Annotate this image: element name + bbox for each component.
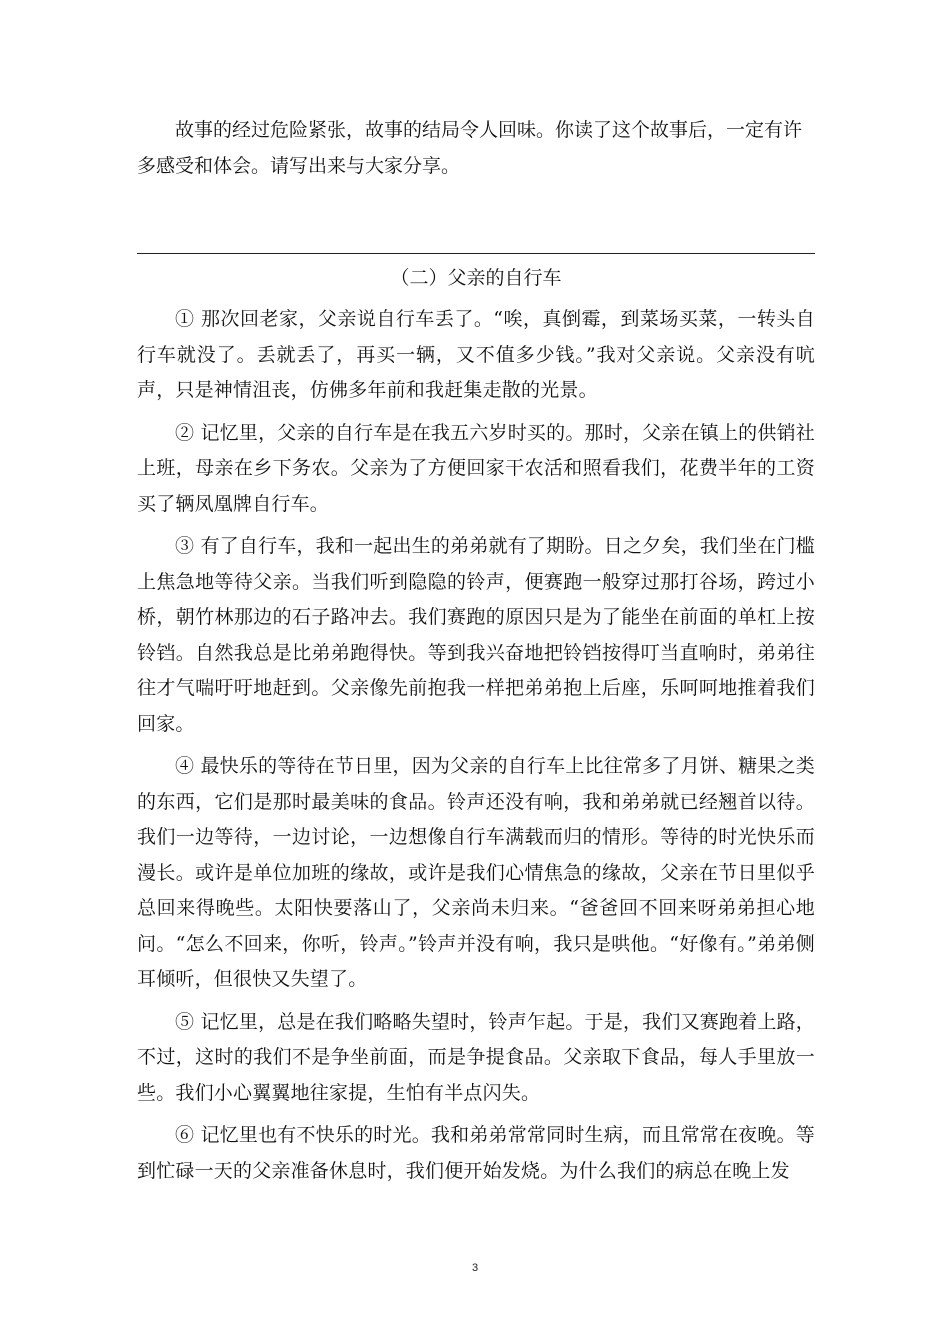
page-number: 3: [471, 1262, 479, 1274]
section-divider: [137, 253, 815, 254]
paragraph-4: ④ 最快乐的等待在节日里，因为父亲的自行车上比往常多了月饼、糖果之类的东西，它们是那时最美味的食品。铃声还没有响，我和弟弟就已经翘首以待。我们一边等待，一边讨论，一边想像自行车满载而归的情形。等待的时光快乐而漫长。或许是单位加班的缘故，或许是我们心情焦急的缘故，父亲在节日里似乎总回来得晚些。太阳快要落山了，父亲尚未归来。“爸爸回不回来呀弟弟担心地问。“怎么不回来，你听，铃声。”铃声并没有响，我只是哄他。“好像有。”弟弟侧耳倾听，但很快又失望了。: [137, 755, 815, 990]
intro-paragraph: 故事的经过危险紧张，故事的结局令人回味。你读了这个故事后，一定有许多感受和体会。请写出来与大家分享。: [137, 119, 803, 177]
paragraph-5: ⑤ 记忆里，总是在我们略略失望时，铃声乍起。于是，我们又赛跑着上路，不过，这时的我们不是争坐前面，而是争提食品。父亲取下食品，每人手里放一些。我们小心翼翼地往家提，生怕有半点闪失。: [137, 1010, 815, 1104]
paragraph-1: ① 那次回老家，父亲说自行车丢了。“唉，真倒霉，到菜场买菜，一转头自行车就没了。丢就丢了，再买一辆，又不值多少钱。”我对父亲说。父亲没有吭声，只是神情沮丧，仿佛多年前和我赶集走散的光景。: [137, 308, 815, 401]
paragraph-6: ⑥ 记忆里也有不快乐的时光。我和弟弟常常同时生病，而且常常在夜晚。等到忙碌一天的父亲准备休息时，我们便开始发烧。为什么我们的病总在晚上发: [137, 1124, 815, 1182]
article-body: [137, 302, 815, 1196]
section-title: （二）父亲的自行车: [390, 267, 562, 289]
paragraph-3: ③ 有了自行车，我和一起出生的弟弟就有了期盼。日之夕矣，我们坐在门槛上焦急地等待父亲。当我们听到隐隐的铃声，便赛跑一般穿过那打谷场，跨过小桥，朝竹林那边的石子路冲去。我们赛跑的原因只是为了能坐在前面的单杠上按铃铛。自然我总是比弟弟跑得快。等到我兴奋地把铃铛按得叮当直响时，弟弟往往才气喘吁吁地赶到。父亲像先前抱我一样把弟弟抱上后座，乐呵呵地推着我们回家。: [137, 535, 815, 735]
paragraph-2: ② 记忆里，父亲的自行车是在我五六岁时买的。那时，父亲在镇上的供销社上班，母亲在乡下务农。父亲为了方便回家干农活和照看我们，花费半年的工资买了辆凤凰牌自行车。: [137, 421, 815, 515]
